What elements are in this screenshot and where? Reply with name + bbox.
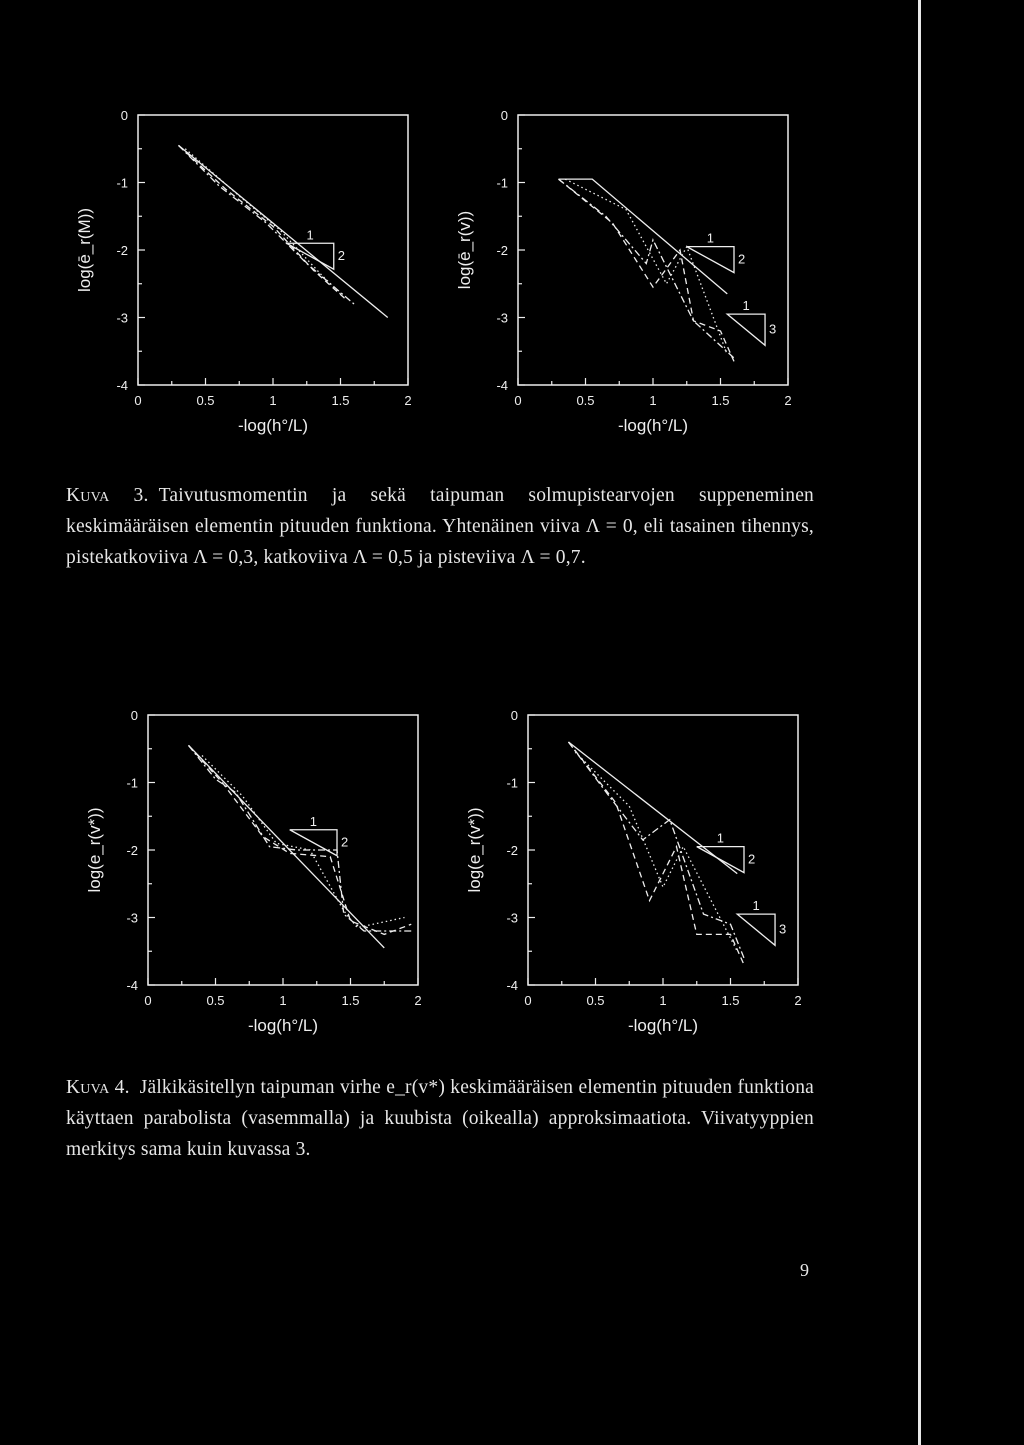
- y-tick-label: -2: [126, 843, 138, 858]
- plot-frame: [138, 115, 408, 385]
- caption-text: Taivutusmomentin ja sekä taipuman solmupistearvojen suppeneminen keskimääräisen elementin pituuden funktiona. Yhtenäinen viiva Λ = 0, eli tasainen tihennys, pistekatkoviiva Λ = 0,3, katkoviiva Λ = 0,5 ja pisteviiva Λ = 0,7.: [66, 485, 815, 568]
- series-line: [565, 179, 727, 355]
- slope-triangle: [737, 914, 775, 945]
- page-number: 9: [800, 1260, 809, 1280]
- x-tick-label: 2: [784, 393, 792, 408]
- y-axis-label: log(ē_r(M)): [75, 207, 94, 293]
- chart-vstar-cubic: [450, 690, 830, 1050]
- x-tick-label: 0.5: [586, 993, 605, 1008]
- slope-triangle: [287, 243, 334, 269]
- caption-figure-3: [66, 480, 814, 573]
- x-tick-label: 2: [404, 393, 412, 408]
- y-tick-label: -1: [496, 175, 508, 191]
- y-tick-label: 0: [500, 108, 508, 123]
- chart-moment-error: [60, 90, 440, 450]
- y-tick-label: -4: [126, 978, 138, 993]
- x-tick-label: 0: [514, 393, 522, 408]
- y-tick-label: -1: [126, 775, 138, 791]
- x-tick-label: 1: [269, 393, 277, 408]
- y-tick-label: 0: [510, 708, 518, 723]
- caption-figure-4: [66, 1072, 814, 1165]
- slope-rise-label: 2: [748, 851, 756, 867]
- slope-rise-label: 2: [337, 248, 345, 264]
- y-tick-label: -1: [116, 175, 128, 191]
- series-line: [559, 179, 728, 294]
- x-tick-label: 1.5: [331, 393, 350, 408]
- y-axis-label: log(e_r(v*)): [465, 807, 484, 893]
- x-tick-label: 1: [279, 993, 287, 1008]
- slope-rise-label: 3: [769, 321, 777, 337]
- slope-rise-label: 3: [779, 921, 787, 937]
- plot-frame: [528, 715, 798, 985]
- x-tick-label: 1: [659, 993, 667, 1008]
- series-line: [179, 145, 348, 300]
- x-tick-label: 1.5: [711, 393, 730, 408]
- x-axis-label: -log(h°/L): [627, 1016, 699, 1035]
- y-tick-label: -1: [506, 775, 518, 791]
- plot-m: [60, 90, 440, 450]
- series-line: [559, 179, 735, 358]
- page-edge-rule: [918, 0, 921, 1445]
- slope-triangle: [687, 247, 734, 273]
- caption-text: Jälkikäsitellyn taipuman virhe e_r(v*) keskimääräisen elementin pituuden funktiona käyttaen parabolista (vasemmalla) ja kuubista (oikealla) approksimaatiota. Viivatyyppien merkitys sama kuin kuvassa 3.: [66, 1077, 815, 1160]
- x-axis-label: -log(h°/L): [247, 1016, 319, 1035]
- series-line: [179, 145, 388, 317]
- series-line: [189, 745, 385, 948]
- slope-run-label: 1: [752, 898, 760, 914]
- series-line: [189, 745, 412, 934]
- y-tick-label: -3: [496, 310, 508, 326]
- x-tick-label: 2: [414, 993, 422, 1008]
- series-line: [569, 742, 738, 874]
- plot-vstar-parabolic: [70, 690, 450, 1050]
- series-line: [569, 742, 745, 965]
- slope-run-label: 1: [716, 830, 724, 846]
- x-axis-label: -log(h°/L): [617, 416, 689, 435]
- caption-label: Kuva 3.: [66, 485, 149, 506]
- y-tick-label: 0: [130, 708, 138, 723]
- slope-triangle: [290, 830, 337, 856]
- series-line: [189, 745, 412, 931]
- slope-triangle: [697, 847, 744, 873]
- x-tick-label: 0: [144, 993, 152, 1008]
- y-tick-label: -3: [506, 910, 518, 926]
- slope-rise-label: 2: [738, 251, 746, 267]
- y-tick-label: -4: [116, 378, 128, 393]
- x-tick-label: 0: [524, 993, 532, 1008]
- slope-run-label: 1: [742, 298, 750, 314]
- slope-rise-label: 2: [341, 834, 349, 850]
- plot-vstar-cubic: [450, 690, 830, 1050]
- chart-deflection-error: [440, 90, 820, 450]
- x-axis-label: -log(h°/L): [237, 416, 309, 435]
- x-tick-label: 2: [794, 993, 802, 1008]
- slope-run-label: 1: [706, 230, 714, 246]
- x-tick-label: 1.5: [341, 993, 360, 1008]
- chart-vstar-parabolic: [70, 690, 450, 1050]
- y-axis-label: log(ē_r(v)): [455, 210, 474, 290]
- y-tick-label: -2: [116, 243, 128, 258]
- x-tick-label: 0.5: [206, 993, 225, 1008]
- slope-triangle: [727, 314, 765, 345]
- plot-frame: [148, 715, 418, 985]
- y-tick-label: -4: [506, 978, 518, 993]
- x-tick-label: 1: [649, 393, 657, 408]
- plot-frame: [518, 115, 788, 385]
- x-tick-label: 0.5: [196, 393, 215, 408]
- y-axis-label: log(e_r(v*)): [85, 807, 104, 893]
- y-tick-label: 0: [120, 108, 128, 123]
- y-tick-label: -3: [116, 310, 128, 326]
- series-line: [202, 756, 405, 928]
- caption-label: Kuva 4.: [66, 1077, 130, 1098]
- y-tick-label: -2: [496, 243, 508, 258]
- y-tick-label: -2: [506, 843, 518, 858]
- plot-v: [440, 90, 820, 450]
- x-tick-label: 0.5: [576, 393, 595, 408]
- slope-run-label: 1: [309, 813, 317, 829]
- series-line: [569, 742, 745, 958]
- x-tick-label: 1.5: [721, 993, 740, 1008]
- x-tick-label: 0: [134, 393, 142, 408]
- slope-run-label: 1: [306, 227, 314, 243]
- y-tick-label: -3: [126, 910, 138, 926]
- y-tick-label: -4: [496, 378, 508, 393]
